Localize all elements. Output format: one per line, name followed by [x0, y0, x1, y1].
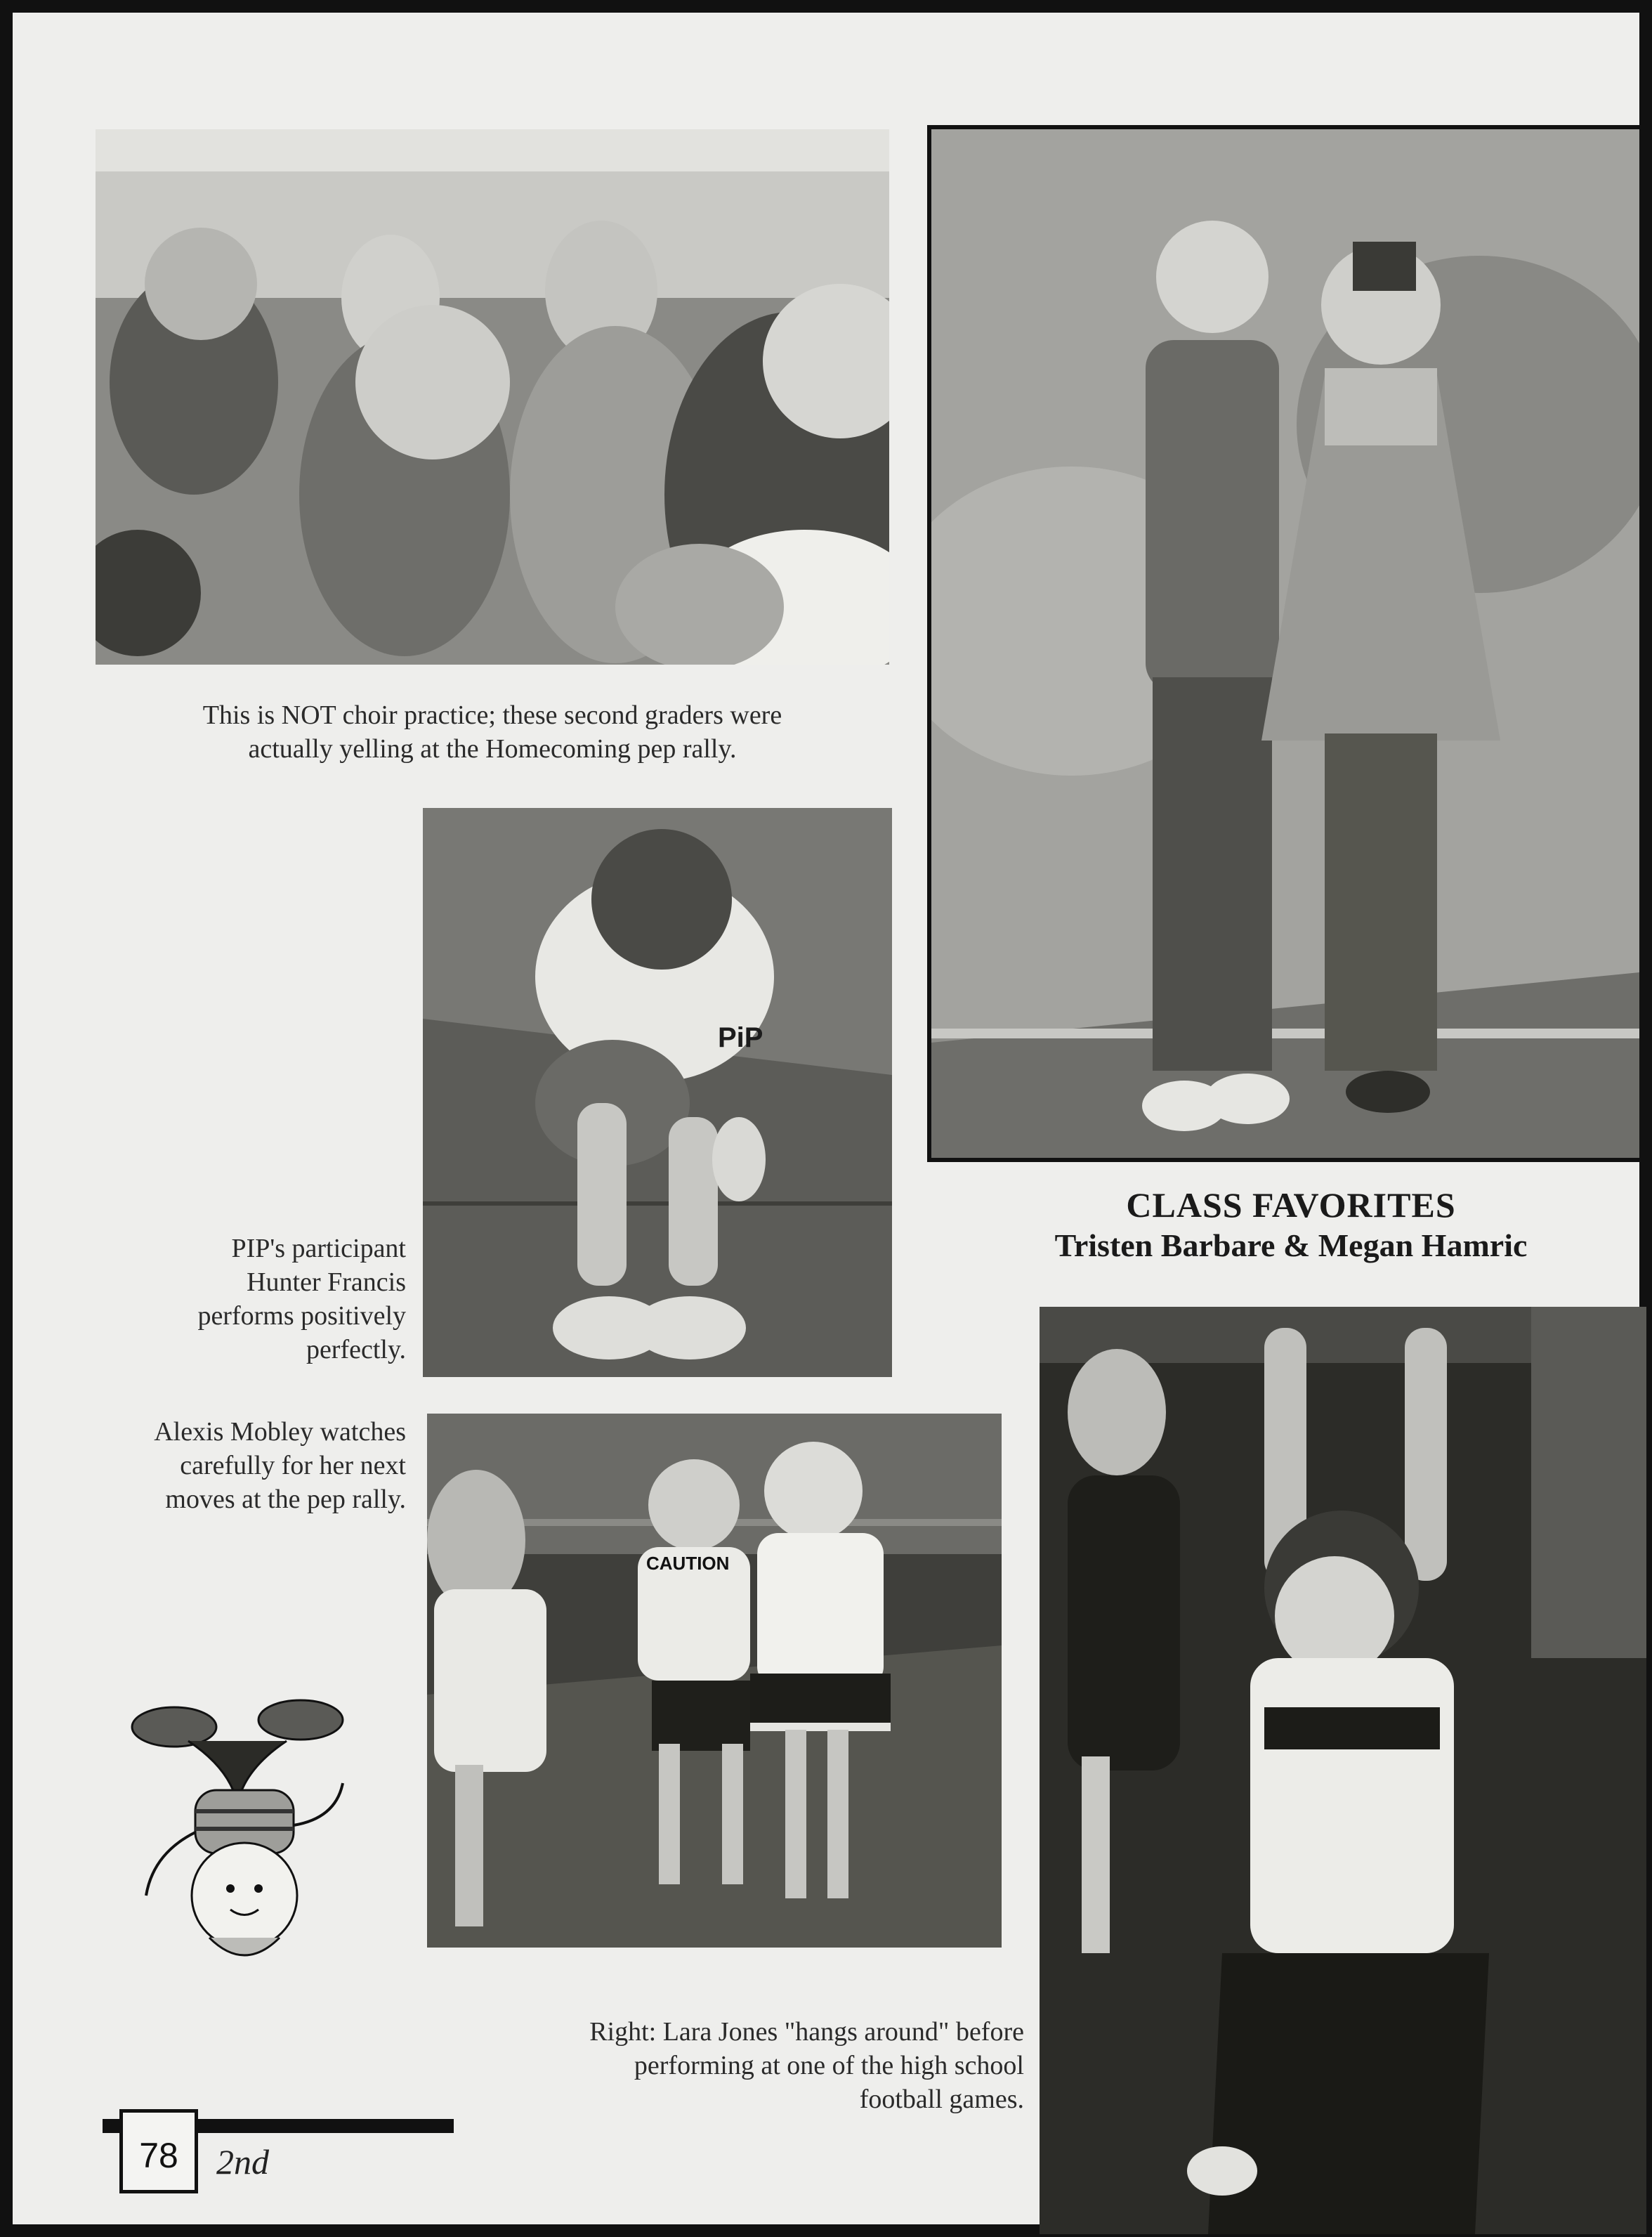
caption-lara-line-1: Right: Lara Jones "hangs around" before [589, 2017, 1024, 2047]
photo-second-graders-yelling [96, 129, 889, 665]
photo-hunter-francis [423, 808, 892, 1377]
caption-alexis-line-3: moves at the pep rally. [165, 1485, 406, 1514]
caption-hunter [83, 1232, 406, 1367]
caption-hunter-line-4: perfectly. [306, 1335, 406, 1364]
caption-choir-line-1: This is NOT choir practice; these second graders were [202, 700, 782, 730]
handstand-kid-clipart [125, 1685, 378, 1980]
caption-choir [96, 698, 889, 766]
caption-alexis-line-1: Alexis Mobley watches [154, 1417, 406, 1447]
page-number: 78 [119, 2109, 198, 2193]
class-favorites-names: Tristen Barbare & Megan Hamric [1054, 1227, 1528, 1263]
class-favorites-heading [996, 1185, 1586, 1266]
caption-lara-line-2: performing at one of the high school [634, 2051, 1024, 2080]
caption-hunter-line-3: performs positively [197, 1301, 406, 1331]
photo-class-favorites [927, 125, 1644, 1162]
class-favorites-title: CLASS FAVORITES [1126, 1185, 1456, 1225]
caption-alexis [83, 1415, 406, 1516]
photo-lara-jones [1040, 1307, 1646, 2234]
section-label: 2nd [216, 2142, 269, 2181]
photo-alexis-mobley [427, 1414, 1002, 1948]
caption-alexis-line-2: carefully for her next [180, 1451, 406, 1480]
caution-shirt-text: CAUTION [646, 1553, 730, 1574]
pip-shirt-text: PiP [718, 1022, 763, 1053]
caption-lara [434, 2015, 1024, 2116]
caption-lara-line-3: football games. [859, 2085, 1024, 2114]
caption-hunter-line-1: PIP's participant [231, 1234, 406, 1263]
caption-hunter-line-2: Hunter Francis [247, 1267, 406, 1297]
caption-choir-line-2: actually yelling at the Homecoming pep rally. [248, 734, 737, 764]
